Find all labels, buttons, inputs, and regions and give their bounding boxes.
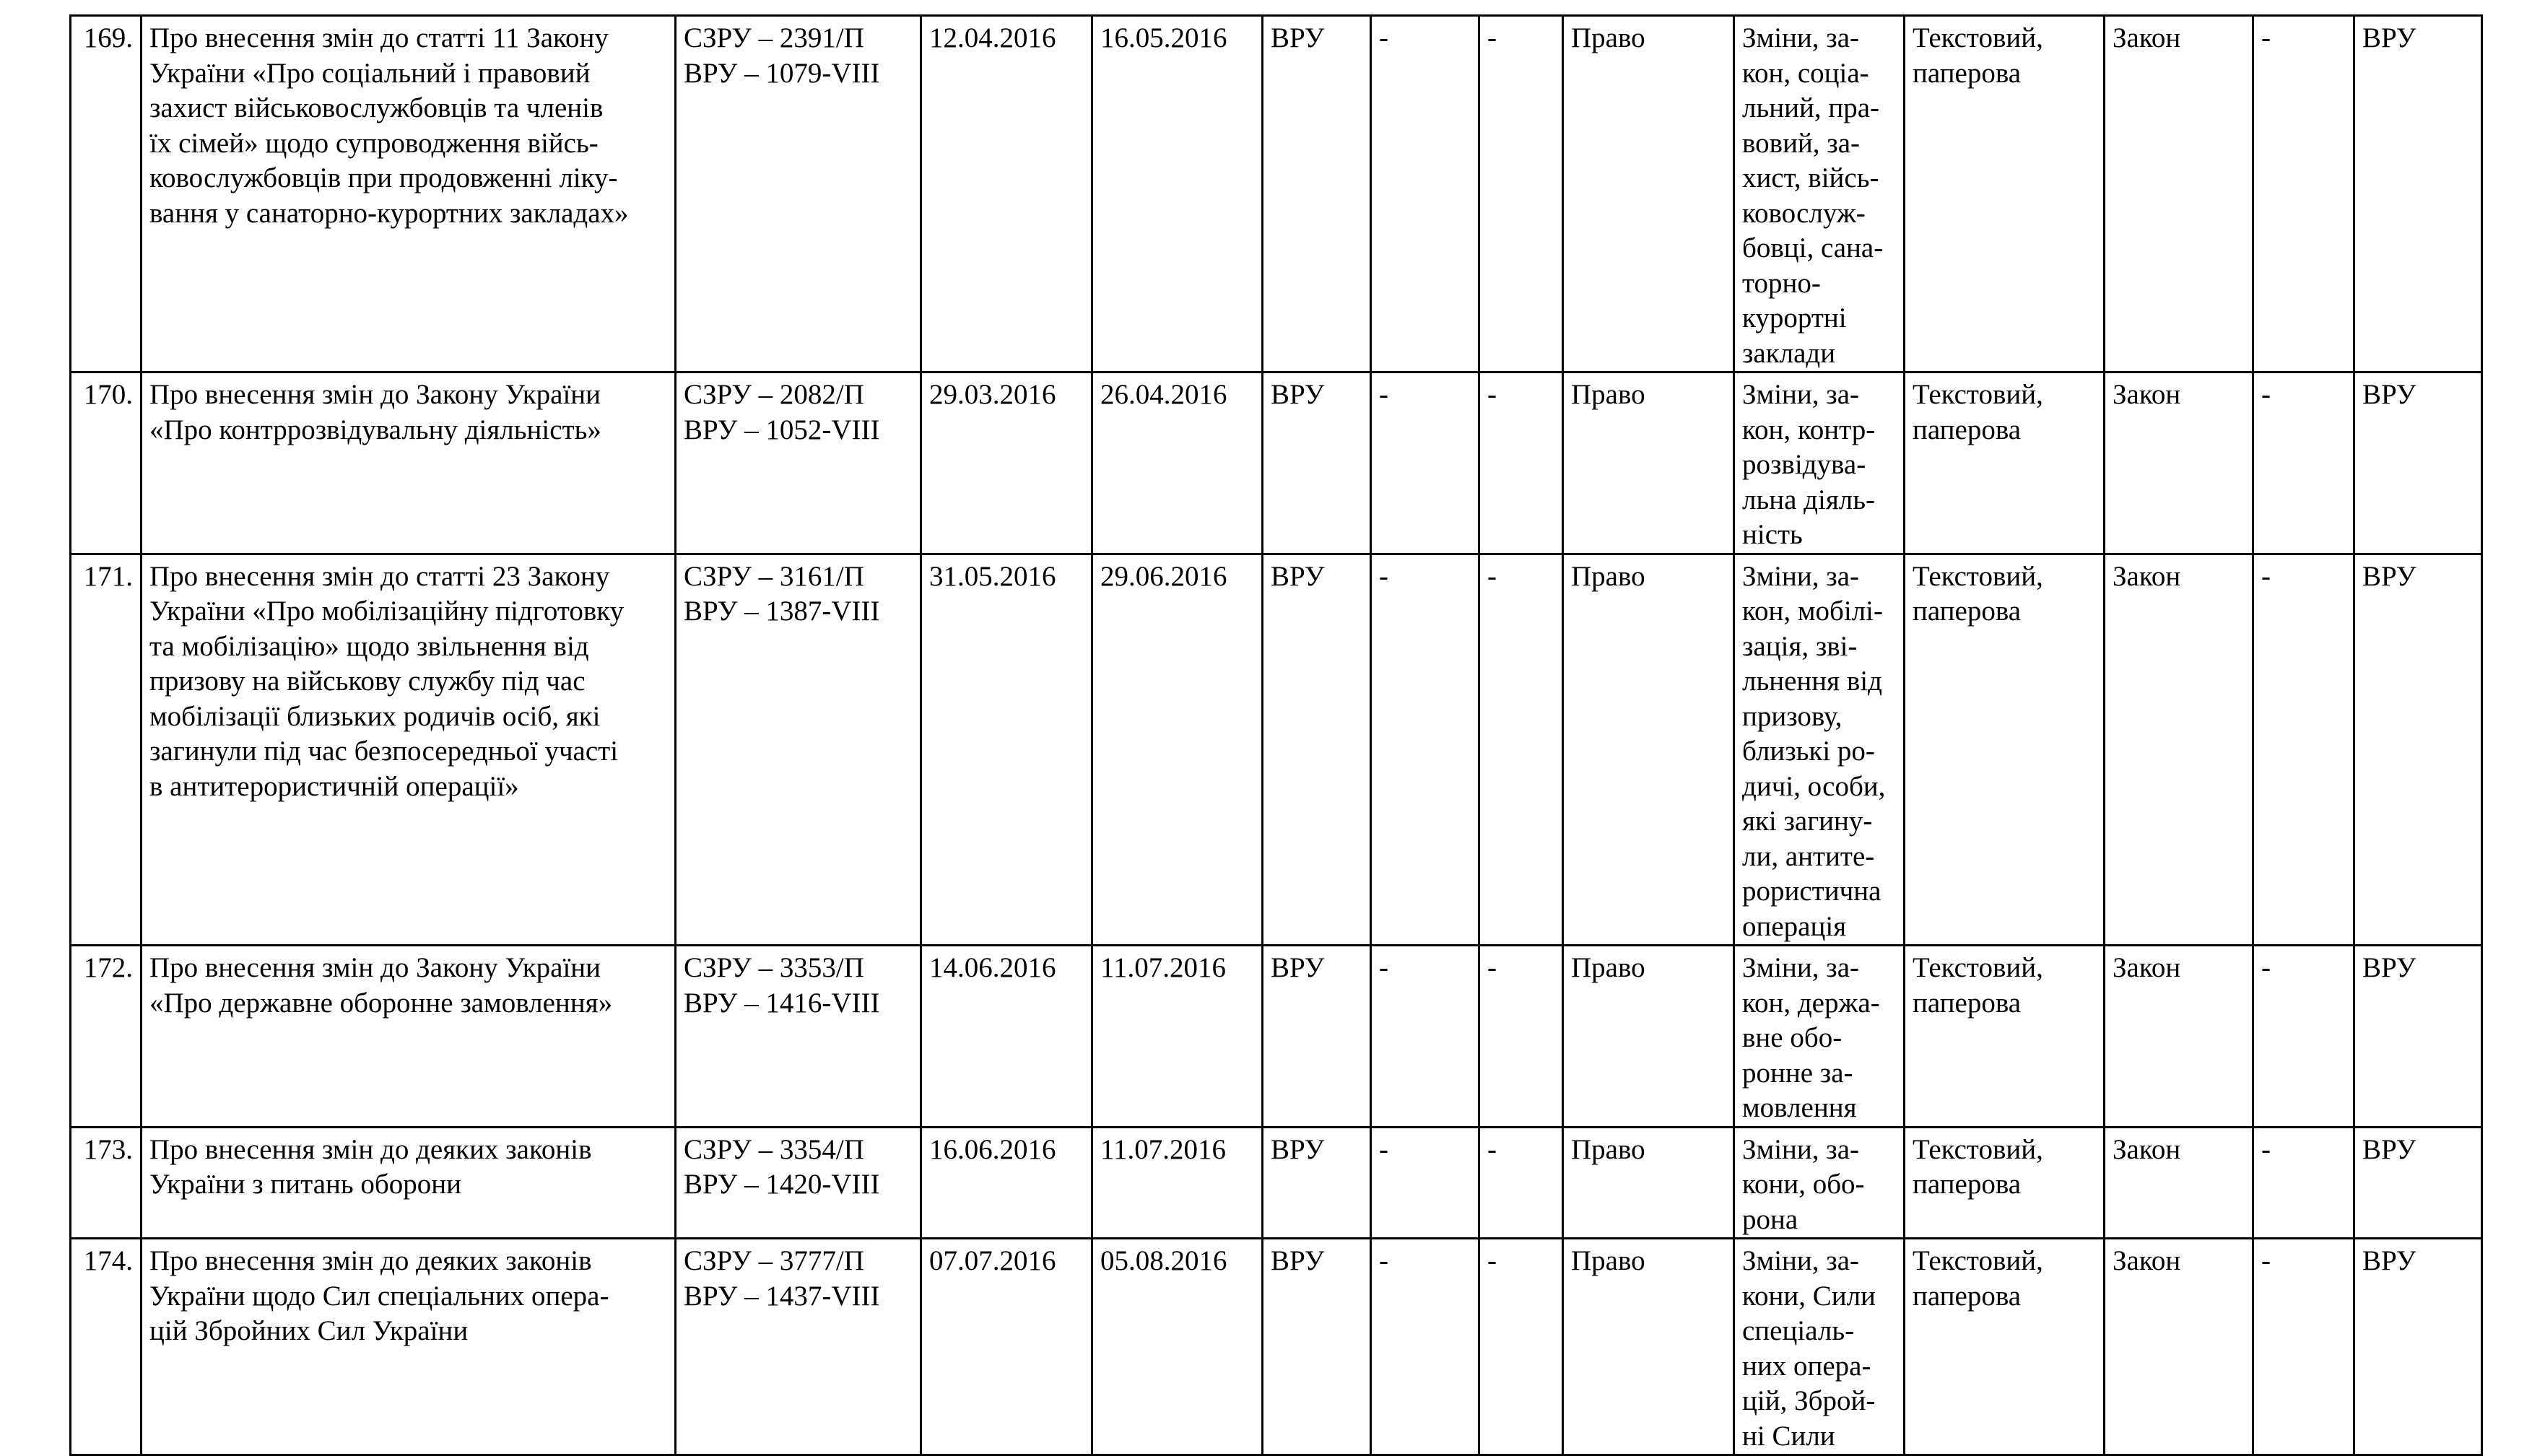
issuing-body: ВРУ xyxy=(1263,1127,1371,1239)
holder: ВРУ xyxy=(2354,554,2482,946)
row-number: 169. xyxy=(71,16,142,372)
law-title: Про внесення змін до деяких законів України з питань оборони xyxy=(142,1127,676,1239)
branch: Право xyxy=(1563,1239,1734,1455)
table-row xyxy=(71,1239,2482,1455)
branch: Право xyxy=(1563,554,1734,946)
registration-number: СЗРУ – 2391/П ВРУ – 1079-VIII xyxy=(676,16,921,372)
row-number: 172. xyxy=(71,946,142,1128)
registration-number: СЗРУ – 2082/П ВРУ – 1052-VIII xyxy=(676,372,921,554)
document-kind: Закон xyxy=(2105,1127,2253,1239)
document-kind: Закон xyxy=(2105,16,2253,372)
empty-field: - xyxy=(1479,372,1563,554)
registration-number: СЗРУ – 3777/П ВРУ – 1437-VIII xyxy=(676,1239,921,1455)
media-type: Текстовий, паперова xyxy=(1905,1127,2105,1239)
issuing-body: ВРУ xyxy=(1263,554,1371,946)
date-registered: 07.07.2016 xyxy=(921,1239,1092,1455)
table-row xyxy=(71,16,2482,372)
media-type: Текстовий, паперова xyxy=(1905,554,2105,946)
empty-field: - xyxy=(1479,16,1563,372)
holder: ВРУ xyxy=(2354,16,2482,372)
date-adopted: 26.04.2016 xyxy=(1092,372,1263,554)
law-title: Про внесення змін до деяких законів України щодо Сил спеціальних опера- цій Збройних Сил України xyxy=(142,1239,676,1455)
empty-field: - xyxy=(1371,372,1479,554)
document-kind: Закон xyxy=(2105,946,2253,1128)
empty-field: - xyxy=(2253,946,2354,1128)
holder: ВРУ xyxy=(2354,372,2482,554)
empty-field: - xyxy=(2253,554,2354,946)
media-type: Текстовий, паперова xyxy=(1905,1239,2105,1455)
issuing-body: ВРУ xyxy=(1263,16,1371,372)
table-row xyxy=(71,372,2482,554)
empty-field: - xyxy=(1371,16,1479,372)
date-adopted: 29.06.2016 xyxy=(1092,554,1263,946)
table-row xyxy=(71,554,2482,946)
empty-field: - xyxy=(2253,372,2354,554)
date-adopted: 05.08.2016 xyxy=(1092,1239,1263,1455)
date-adopted: 11.07.2016 xyxy=(1092,946,1263,1128)
date-adopted: 11.07.2016 xyxy=(1092,1127,1263,1239)
row-number: 170. xyxy=(71,372,142,554)
media-type: Текстовий, паперова xyxy=(1905,372,2105,554)
date-registered: 12.04.2016 xyxy=(921,16,1092,372)
law-title: Про внесення змін до статті 11 Закону України «Про соціальний і правовий захист військовослужбовців та членів їх сімей» щодо супроводження війсь- ковослужбовців при продовженні ліку- вання у санаторно-курортних закладах» xyxy=(142,16,676,372)
date-registered: 29.03.2016 xyxy=(921,372,1092,554)
law-title: Про внесення змін до Закону України «Про контррозвідувальну діяльність» xyxy=(142,372,676,554)
keywords: Зміни, за- кони, Сили спеціаль- них опера- цій, Зброй- ні Сили xyxy=(1734,1239,1905,1455)
row-number: 174. xyxy=(71,1239,142,1455)
holder: ВРУ xyxy=(2354,1127,2482,1239)
table-row xyxy=(71,1127,2482,1239)
empty-field: - xyxy=(1371,1239,1479,1455)
issuing-body: ВРУ xyxy=(1263,1239,1371,1455)
empty-field: - xyxy=(1479,1127,1563,1239)
registration-number: СЗРУ – 3353/П ВРУ – 1416-VIII xyxy=(676,946,921,1128)
empty-field: - xyxy=(2253,1127,2354,1239)
keywords: Зміни, за- кон, контр- розвідува- льна діяль- ність xyxy=(1734,372,1905,554)
empty-field: - xyxy=(2253,16,2354,372)
branch: Право xyxy=(1563,946,1734,1128)
empty-field: - xyxy=(1371,946,1479,1128)
empty-field: - xyxy=(1371,1127,1479,1239)
keywords: Зміни, за- кони, обо- рона xyxy=(1734,1127,1905,1239)
document-kind: Закон xyxy=(2105,1239,2253,1455)
row-number: 171. xyxy=(71,554,142,946)
holder: ВРУ xyxy=(2354,946,2482,1128)
empty-field: - xyxy=(1371,554,1479,946)
keywords: Зміни, за- кон, держа- вне обо- ронне за- мовлення xyxy=(1734,946,1905,1128)
document-kind: Закон xyxy=(2105,554,2253,946)
registration-number: СЗРУ – 3161/П ВРУ – 1387-VIII xyxy=(676,554,921,946)
registration-number: СЗРУ – 3354/П ВРУ – 1420-VIII xyxy=(676,1127,921,1239)
document-page xyxy=(69,14,2481,1452)
row-number: 173. xyxy=(71,1127,142,1239)
date-adopted: 16.05.2016 xyxy=(1092,16,1263,372)
branch: Право xyxy=(1563,16,1734,372)
law-title: Про внесення змін до Закону України «Про державне оборонне замовлення» xyxy=(142,946,676,1128)
date-registered: 14.06.2016 xyxy=(921,946,1092,1128)
media-type: Текстовий, паперова xyxy=(1905,946,2105,1128)
empty-field: - xyxy=(1479,1239,1563,1455)
law-registry-table xyxy=(69,14,2483,1456)
empty-field: - xyxy=(1479,554,1563,946)
branch: Право xyxy=(1563,372,1734,554)
date-registered: 31.05.2016 xyxy=(921,554,1092,946)
table-row xyxy=(71,946,2482,1128)
empty-field: - xyxy=(1479,946,1563,1128)
media-type: Текстовий, паперова xyxy=(1905,16,2105,372)
issuing-body: ВРУ xyxy=(1263,946,1371,1128)
empty-field: - xyxy=(2253,1239,2354,1455)
document-kind: Закон xyxy=(2105,372,2253,554)
issuing-body: ВРУ xyxy=(1263,372,1371,554)
keywords: Зміни, за- кон, мобілі- зація, зві- льнення від призову, близькі ро- дичі, особи, які загину- ли, антите- рористична операція xyxy=(1734,554,1905,946)
law-title: Про внесення змін до статті 23 Закону України «Про мобілізаційну підготовку та мобілізацію» щодо звільнення від призову на військову службу під час мобілізації близьких родичів осіб, які загинули під час безпосередньої участі в антитерористичній операції» xyxy=(142,554,676,946)
holder: ВРУ xyxy=(2354,1239,2482,1455)
date-registered: 16.06.2016 xyxy=(921,1127,1092,1239)
branch: Право xyxy=(1563,1127,1734,1239)
keywords: Зміни, за- кон, соціа- льний, пра- вовий, за- хист, війсь- ковослуж- бовці, сана- торно- курортні заклади xyxy=(1734,16,1905,372)
